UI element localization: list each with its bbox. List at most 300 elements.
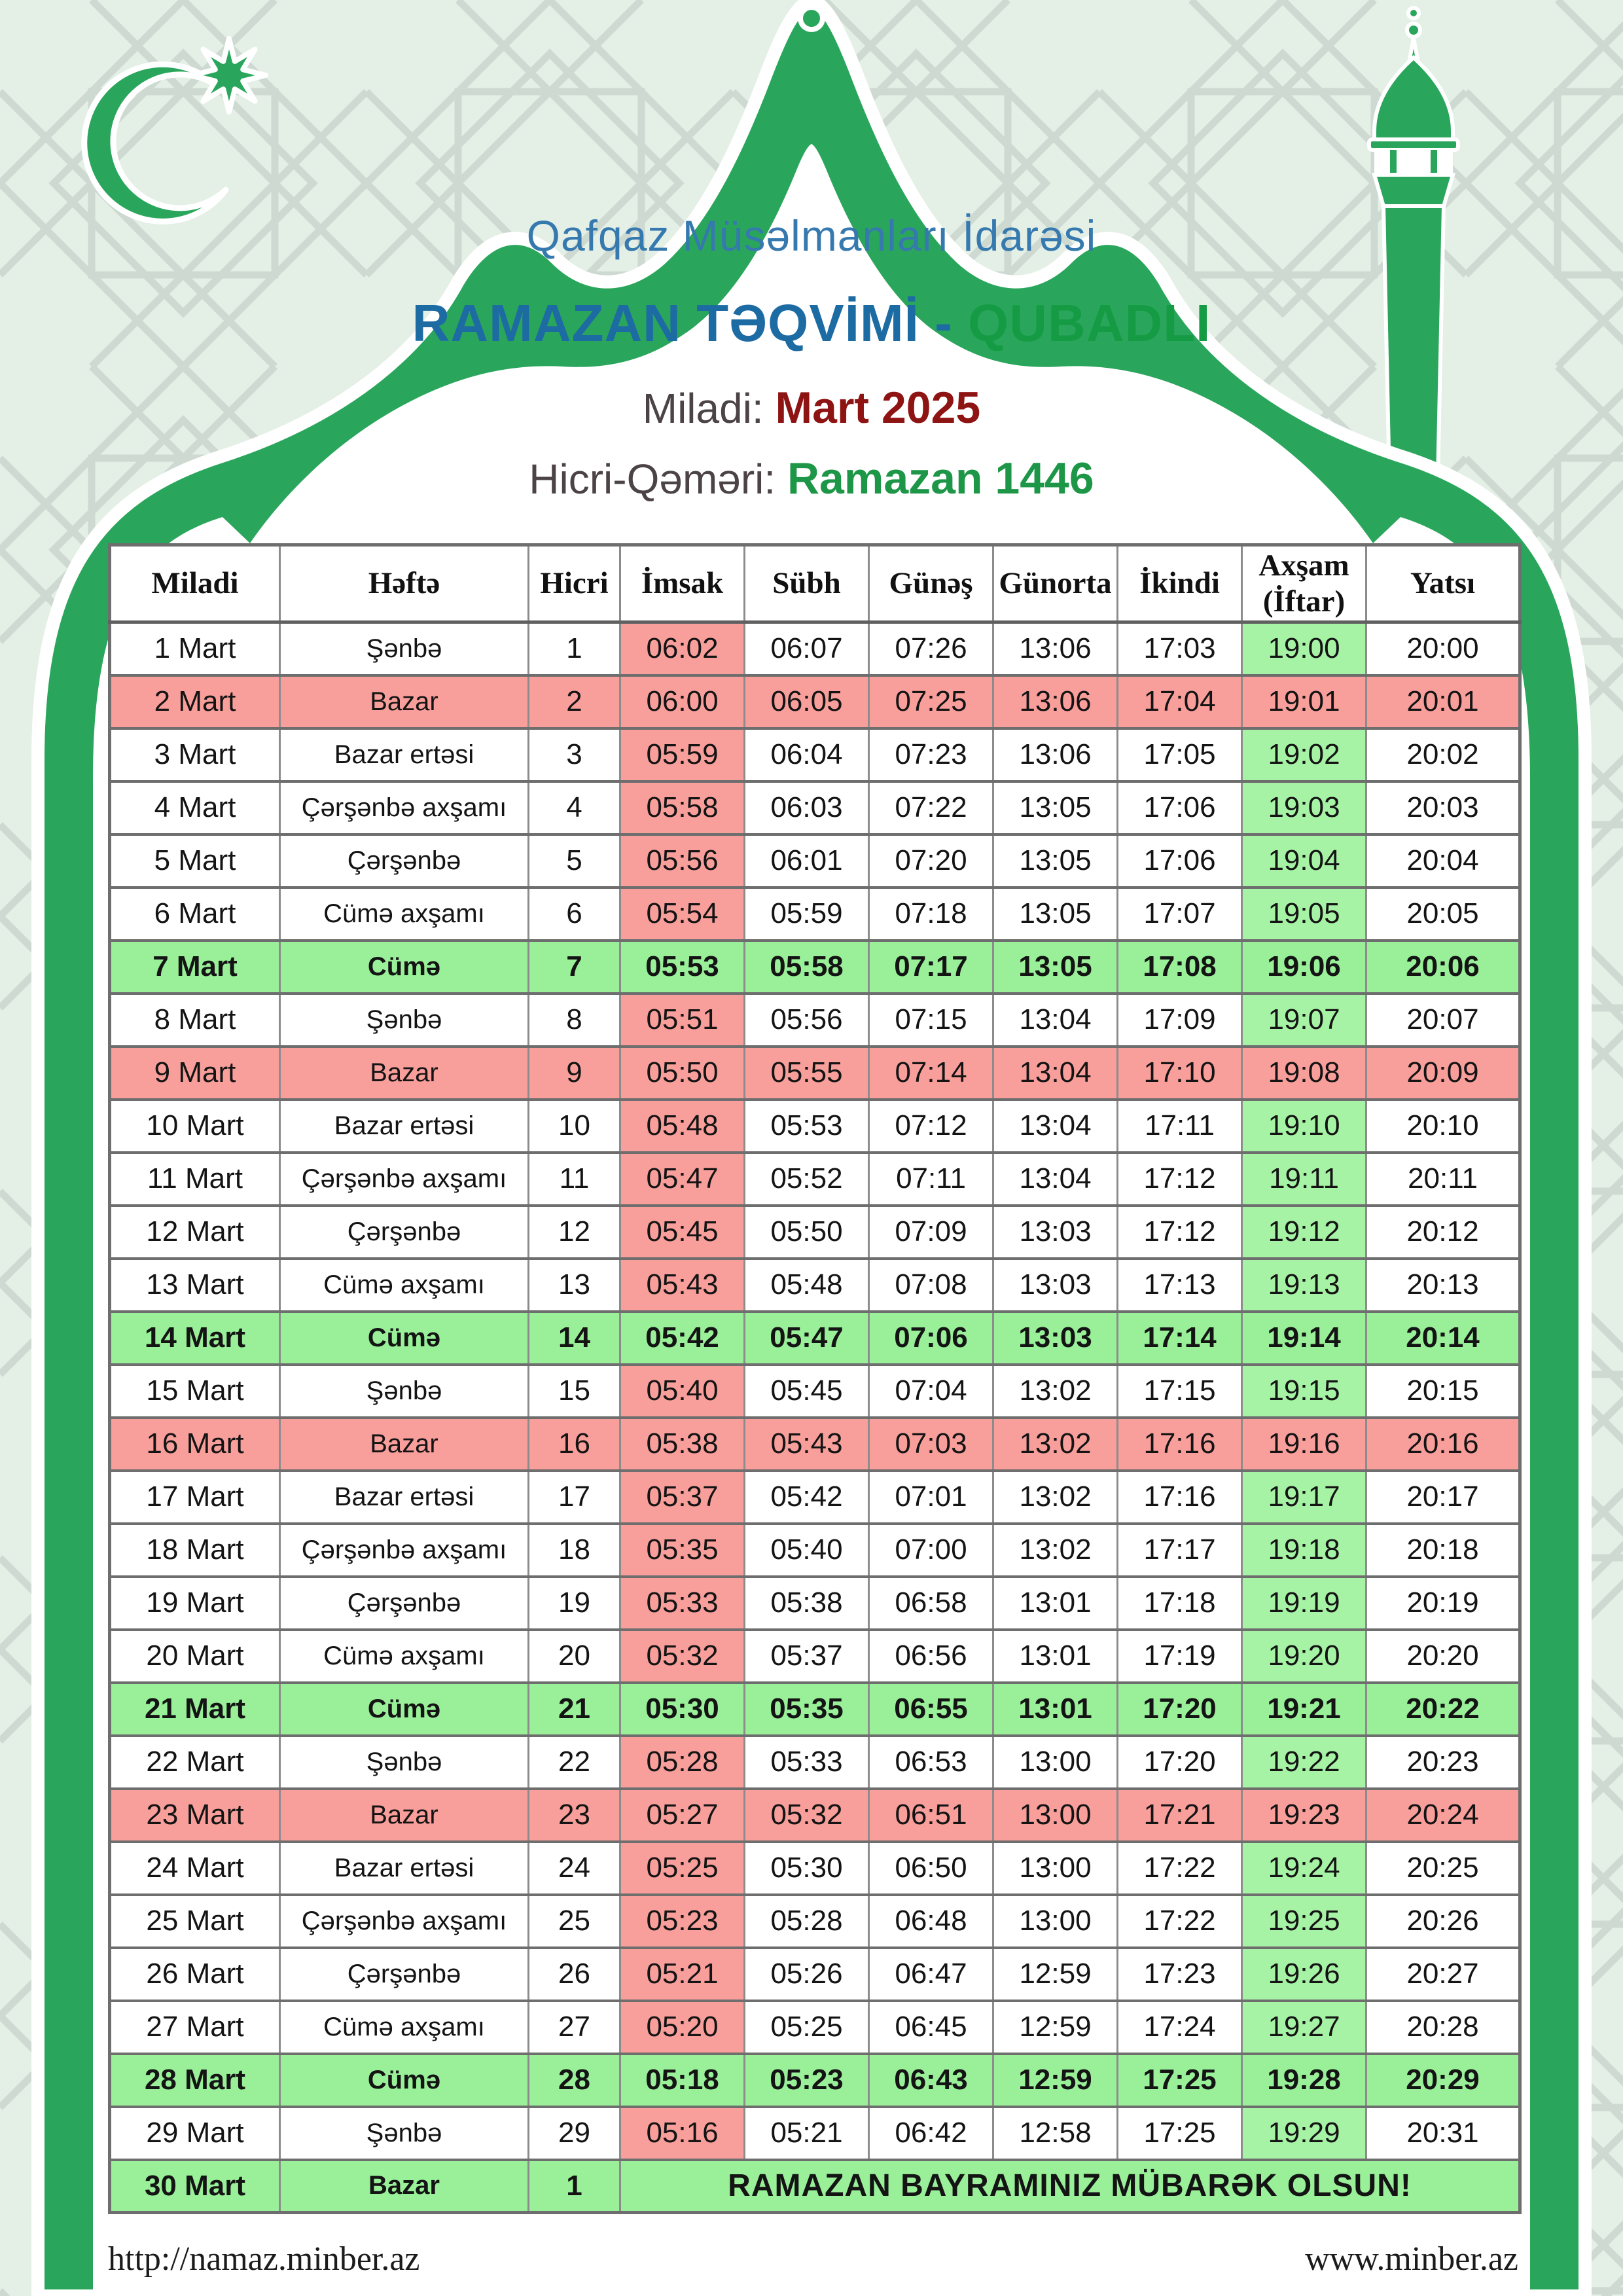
cell-aksam: 19:22 <box>1242 1736 1366 1789</box>
cell-hicri: 27 <box>529 2001 620 2054</box>
cell-gunes: 06:43 <box>869 2054 993 2107</box>
cell-yatsi: 20:15 <box>1366 1365 1520 1418</box>
table-row <box>110 1418 1520 1471</box>
cell-imsak: 05:37 <box>620 1471 745 1524</box>
cell-hicri: 22 <box>529 1736 620 1789</box>
cell-miladi: 10 Mart <box>110 1100 280 1153</box>
cell-miladi: 11 Mart <box>110 1153 280 1206</box>
table-row <box>110 888 1520 941</box>
table-row <box>110 622 1520 675</box>
cell-yatsi: 20:20 <box>1366 1630 1520 1683</box>
cell-ikindi: 17:07 <box>1118 888 1242 941</box>
cell-imsak: 05:33 <box>620 1577 745 1630</box>
cell-gunorta: 13:02 <box>993 1418 1118 1471</box>
cell-imsak: 05:40 <box>620 1365 745 1418</box>
cell-imsak: 05:25 <box>620 1842 745 1895</box>
cell-yatsi: 20:24 <box>1366 1789 1520 1842</box>
cell-yatsi: 20:29 <box>1366 2054 1520 2107</box>
cell-subh: 06:03 <box>745 781 869 834</box>
cell-subh: 05:52 <box>745 1153 869 1206</box>
cell-miladi: 15 Mart <box>110 1365 280 1418</box>
cell-hicri: 17 <box>529 1471 620 1524</box>
column-header-gunorta: Günorta <box>993 545 1118 622</box>
cell-gunorta: 12:59 <box>993 2054 1118 2107</box>
cell-imsak: 05:35 <box>620 1524 745 1577</box>
table-row <box>110 1471 1520 1524</box>
table-header <box>110 545 1520 622</box>
cell-hefte: Bazar <box>280 675 529 728</box>
cell-aksam: 19:20 <box>1242 1630 1366 1683</box>
cell-miladi: 2 Mart <box>110 675 280 728</box>
cell-ikindi: 17:13 <box>1118 1259 1242 1312</box>
cell-gunorta: 13:04 <box>993 1153 1118 1206</box>
cell-hefte: Çərşənbə <box>280 834 529 888</box>
cell-gunorta: 13:04 <box>993 1100 1118 1153</box>
cell-aksam: 19:06 <box>1242 941 1366 994</box>
cell-subh: 06:07 <box>745 622 869 675</box>
cell-gunes: 06:42 <box>869 2107 993 2160</box>
cell-subh: 05:26 <box>745 1948 869 2001</box>
cell-aksam: 19:12 <box>1242 1206 1366 1259</box>
column-header-hicri: Hicri <box>529 545 620 622</box>
cell-hefte: Şənbə <box>280 622 529 675</box>
cell-gunes: 06:45 <box>869 2001 993 2054</box>
cell-miladi: 21 Mart <box>110 1683 280 1736</box>
cell-yatsi: 20:19 <box>1366 1577 1520 1630</box>
cell-subh: 05:33 <box>745 1736 869 1789</box>
cell-subh: 06:04 <box>745 728 869 781</box>
cell-aksam: 19:08 <box>1242 1047 1366 1100</box>
cell-hicri: 2 <box>529 675 620 728</box>
cell-miladi: 6 Mart <box>110 888 280 941</box>
cell-yatsi: 20:22 <box>1366 1683 1520 1736</box>
cell-miladi: 27 Mart <box>110 2001 280 2054</box>
cell-subh: 05:50 <box>745 1206 869 1259</box>
cell-subh: 05:30 <box>745 1842 869 1895</box>
cell-miladi: 12 Mart <box>110 1206 280 1259</box>
cell-hefte: Şənbə <box>280 994 529 1047</box>
cell-subh: 05:32 <box>745 1789 869 1842</box>
cell-subh: 06:05 <box>745 675 869 728</box>
cell-ikindi: 17:14 <box>1118 1312 1242 1365</box>
cell-ikindi: 17:25 <box>1118 2054 1242 2107</box>
column-header-subh: Sübh <box>745 545 869 622</box>
cell-yatsi: 20:01 <box>1366 675 1520 728</box>
page-title-city: QUBADLI <box>967 294 1211 352</box>
cell-miladi: 30 Mart <box>110 2160 280 2213</box>
cell-gunes: 07:15 <box>869 994 993 1047</box>
cell-aksam: 19:23 <box>1242 1789 1366 1842</box>
cell-ikindi: 17:15 <box>1118 1365 1242 1418</box>
table-row <box>110 675 1520 728</box>
cell-imsak: 05:56 <box>620 834 745 888</box>
cell-yatsi: 20:26 <box>1366 1895 1520 1948</box>
cell-hicri: 9 <box>529 1047 620 1100</box>
cell-aksam: 19:00 <box>1242 622 1366 675</box>
cell-gunorta: 13:05 <box>993 781 1118 834</box>
cell-aksam: 19:05 <box>1242 888 1366 941</box>
table-row <box>110 1312 1520 1365</box>
cell-yatsi: 20:09 <box>1366 1047 1520 1100</box>
cell-miladi: 9 Mart <box>110 1047 280 1100</box>
hicri-value: Ramazan 1446 <box>787 454 1094 503</box>
cell-gunorta: 13:04 <box>993 1047 1118 1100</box>
cell-gunes: 07:18 <box>869 888 993 941</box>
cell-imsak: 05:28 <box>620 1736 745 1789</box>
cell-imsak: 05:38 <box>620 1418 745 1471</box>
cell-ikindi: 17:03 <box>1118 622 1242 675</box>
footer-link-namaz: http://namaz.minber.az <box>108 2240 420 2278</box>
cell-hicri: 5 <box>529 834 620 888</box>
cell-yatsi: 20:03 <box>1366 781 1520 834</box>
cell-miladi: 26 Mart <box>110 1948 280 2001</box>
cell-aksam: 19:17 <box>1242 1471 1366 1524</box>
cell-aksam: 19:15 <box>1242 1365 1366 1418</box>
cell-subh: 05:47 <box>745 1312 869 1365</box>
cell-imsak: 05:43 <box>620 1259 745 1312</box>
cell-ikindi: 17:17 <box>1118 1524 1242 1577</box>
cell-imsak: 05:45 <box>620 1206 745 1259</box>
cell-gunorta: 13:01 <box>993 1577 1118 1630</box>
cell-imsak: 05:23 <box>620 1895 745 1948</box>
table-row <box>110 2054 1520 2107</box>
cell-gunes: 07:25 <box>869 675 993 728</box>
cell-hefte: Bazar <box>280 2160 529 2213</box>
cell-ikindi: 17:16 <box>1118 1418 1242 1471</box>
table-row <box>110 1842 1520 1895</box>
cell-gunorta: 13:03 <box>993 1312 1118 1365</box>
cell-subh: 05:55 <box>745 1047 869 1100</box>
table-row <box>110 834 1520 888</box>
cell-gunes: 07:09 <box>869 1206 993 1259</box>
cell-subh: 05:35 <box>745 1683 869 1736</box>
miladi-value: Mart 2025 <box>775 383 981 433</box>
cell-gunes: 06:47 <box>869 1948 993 2001</box>
cell-subh: 05:28 <box>745 1895 869 1948</box>
cell-gunes: 06:56 <box>869 1630 993 1683</box>
cell-ikindi: 17:21 <box>1118 1789 1242 1842</box>
cell-gunes: 07:12 <box>869 1100 993 1153</box>
table-row <box>110 1895 1520 1948</box>
cell-hicri: 11 <box>529 1153 620 1206</box>
cell-gunes: 07:26 <box>869 622 993 675</box>
cell-hicri: 25 <box>529 1895 620 1948</box>
cell-gunorta: 13:04 <box>993 994 1118 1047</box>
cell-miladi: 25 Mart <box>110 1895 280 1948</box>
cell-yatsi: 20:12 <box>1366 1206 1520 1259</box>
cell-ikindi: 17:16 <box>1118 1471 1242 1524</box>
holiday-message: RAMAZAN BAYRAMINIZ MÜBARƏK OLSUN! <box>620 2160 1520 2213</box>
table-row <box>110 1789 1520 1842</box>
cell-gunes: 07:00 <box>869 1524 993 1577</box>
cell-aksam: 19:14 <box>1242 1312 1366 1365</box>
cell-aksam: 19:01 <box>1242 675 1366 728</box>
cell-subh: 05:59 <box>745 888 869 941</box>
cell-hefte: Çərşənbə <box>280 1206 529 1259</box>
cell-imsak: 05:30 <box>620 1683 745 1736</box>
cell-miladi: 8 Mart <box>110 994 280 1047</box>
cell-gunorta: 13:03 <box>993 1206 1118 1259</box>
cell-hefte: Bazar <box>280 1047 529 1100</box>
cell-yatsi: 20:02 <box>1366 728 1520 781</box>
cell-gunorta: 13:05 <box>993 941 1118 994</box>
table-row <box>110 1365 1520 1418</box>
cell-hicri: 7 <box>529 941 620 994</box>
cell-gunes: 07:17 <box>869 941 993 994</box>
cell-ikindi: 17:23 <box>1118 1948 1242 2001</box>
cell-aksam: 19:11 <box>1242 1153 1366 1206</box>
cell-imsak: 06:00 <box>620 675 745 728</box>
cell-hicri: 1 <box>529 622 620 675</box>
cell-subh: 05:53 <box>745 1100 869 1153</box>
column-header-hefte: Həftə <box>280 545 529 622</box>
cell-gunorta: 13:00 <box>993 1842 1118 1895</box>
cell-hicri: 20 <box>529 1630 620 1683</box>
table-row <box>110 1736 1520 1789</box>
cell-aksam: 19:29 <box>1242 2107 1366 2160</box>
table-row <box>110 1630 1520 1683</box>
cell-ikindi: 17:24 <box>1118 2001 1242 2054</box>
column-header-aksam: Axşam (İftar) <box>1242 545 1366 622</box>
cell-yatsi: 20:13 <box>1366 1259 1520 1312</box>
cell-hicri: 19 <box>529 1577 620 1630</box>
cell-gunes: 07:08 <box>869 1259 993 1312</box>
cell-gunorta: 12:58 <box>993 2107 1118 2160</box>
cell-hicri: 23 <box>529 1789 620 1842</box>
cell-imsak: 05:21 <box>620 1948 745 2001</box>
cell-hefte: Çərşənbə axşamı <box>280 1524 529 1577</box>
footer-link-minber: www.minber.az <box>1305 2240 1518 2278</box>
cell-hicri: 4 <box>529 781 620 834</box>
cell-gunorta: 13:06 <box>993 622 1118 675</box>
cell-ikindi: 17:19 <box>1118 1630 1242 1683</box>
cell-aksam: 19:24 <box>1242 1842 1366 1895</box>
cell-ikindi: 17:11 <box>1118 1100 1242 1153</box>
cell-hicri: 18 <box>529 1524 620 1577</box>
table-row <box>110 1100 1520 1153</box>
cell-imsak: 05:42 <box>620 1312 745 1365</box>
cell-ikindi: 17:22 <box>1118 1895 1242 1948</box>
cell-gunorta: 13:05 <box>993 888 1118 941</box>
table-row <box>110 1577 1520 1630</box>
column-header-ikindi: İkindi <box>1118 545 1242 622</box>
cell-subh: 05:45 <box>745 1365 869 1418</box>
cell-aksam: 19:25 <box>1242 1895 1366 1948</box>
cell-yatsi: 20:18 <box>1366 1524 1520 1577</box>
cell-ikindi: 17:12 <box>1118 1206 1242 1259</box>
cell-aksam: 19:26 <box>1242 1948 1366 2001</box>
cell-aksam: 19:03 <box>1242 781 1366 834</box>
cell-imsak: 05:51 <box>620 994 745 1047</box>
cell-subh: 05:42 <box>745 1471 869 1524</box>
cell-gunorta: 13:01 <box>993 1630 1118 1683</box>
page-title-main: RAMAZAN TƏQVİMİ - <box>412 294 968 352</box>
cell-hefte: Bazar ertəsi <box>280 1471 529 1524</box>
cell-miladi: 14 Mart <box>110 1312 280 1365</box>
cell-subh: 05:25 <box>745 2001 869 2054</box>
cell-aksam: 19:27 <box>1242 2001 1366 2054</box>
cell-hicri: 1 <box>529 2160 620 2213</box>
cell-imsak: 05:50 <box>620 1047 745 1100</box>
cell-gunes: 07:20 <box>869 834 993 888</box>
cell-hefte: Bazar ertəsi <box>280 1100 529 1153</box>
organization-title: Qafqaz Müsəlmanları İdarəsi <box>526 211 1097 260</box>
cell-hicri: 10 <box>529 1100 620 1153</box>
column-header-imsak: İmsak <box>620 545 745 622</box>
cell-imsak: 05:20 <box>620 2001 745 2054</box>
cell-gunes: 07:23 <box>869 728 993 781</box>
cell-hefte: Çərşənbə axşamı <box>280 781 529 834</box>
cell-subh: 05:40 <box>745 1524 869 1577</box>
cell-subh: 05:38 <box>745 1577 869 1630</box>
cell-hicri: 24 <box>529 1842 620 1895</box>
cell-hefte: Şənbə <box>280 2107 529 2160</box>
cell-yatsi: 20:31 <box>1366 2107 1520 2160</box>
cell-miladi: 1 Mart <box>110 622 280 675</box>
cell-yatsi: 20:16 <box>1366 1418 1520 1471</box>
table-row <box>110 2001 1520 2054</box>
cell-hicri: 29 <box>529 2107 620 2160</box>
cell-hefte: Bazar <box>280 1789 529 1842</box>
cell-ikindi: 17:06 <box>1118 834 1242 888</box>
cell-ikindi: 17:09 <box>1118 994 1242 1047</box>
cell-yatsi: 20:14 <box>1366 1312 1520 1365</box>
table-row <box>110 941 1520 994</box>
cell-hicri: 28 <box>529 2054 620 2107</box>
cell-yatsi: 20:23 <box>1366 1736 1520 1789</box>
cell-miladi: 17 Mart <box>110 1471 280 1524</box>
cell-gunes: 06:58 <box>869 1577 993 1630</box>
cell-hefte: Cümə <box>280 1312 529 1365</box>
page-title <box>0 293 1623 353</box>
cell-hefte: Çərşənbə axşamı <box>280 1153 529 1206</box>
cell-hefte: Cümə <box>280 1683 529 1736</box>
table-row <box>110 1524 1520 1577</box>
hijri-date-line <box>0 453 1623 504</box>
cell-miladi: 24 Mart <box>110 1842 280 1895</box>
cell-gunorta: 13:03 <box>993 1259 1118 1312</box>
cell-subh: 06:01 <box>745 834 869 888</box>
cell-gunorta: 13:06 <box>993 728 1118 781</box>
cell-yatsi: 20:25 <box>1366 1842 1520 1895</box>
cell-miladi: 22 Mart <box>110 1736 280 1789</box>
cell-hicri: 14 <box>529 1312 620 1365</box>
cell-aksam: 19:02 <box>1242 728 1366 781</box>
cell-aksam: 19:19 <box>1242 1577 1366 1630</box>
cell-gunes: 06:53 <box>869 1736 993 1789</box>
cell-imsak: 06:02 <box>620 622 745 675</box>
cell-gunorta: 13:01 <box>993 1683 1118 1736</box>
table-row <box>110 994 1520 1047</box>
cell-subh: 05:23 <box>745 2054 869 2107</box>
table-row <box>110 2107 1520 2160</box>
cell-yatsi: 20:05 <box>1366 888 1520 941</box>
cell-gunorta: 12:59 <box>993 2001 1118 2054</box>
cell-gunes: 07:22 <box>869 781 993 834</box>
cell-ikindi: 17:18 <box>1118 1577 1242 1630</box>
cell-gunes: 07:01 <box>869 1471 993 1524</box>
cell-miladi: 5 Mart <box>110 834 280 888</box>
cell-gunorta: 13:02 <box>993 1524 1118 1577</box>
cell-hicri: 8 <box>529 994 620 1047</box>
cell-gunes: 07:04 <box>869 1365 993 1418</box>
cell-imsak: 05:27 <box>620 1789 745 1842</box>
table-row <box>110 1948 1520 2001</box>
cell-miladi: 4 Mart <box>110 781 280 834</box>
cell-gunes: 06:50 <box>869 1842 993 1895</box>
cell-imsak: 05:18 <box>620 2054 745 2107</box>
cell-hefte: Cümə axşamı <box>280 2001 529 2054</box>
cell-aksam: 19:10 <box>1242 1100 1366 1153</box>
cell-imsak: 05:53 <box>620 941 745 994</box>
cell-subh: 05:56 <box>745 994 869 1047</box>
cell-imsak: 05:58 <box>620 781 745 834</box>
cell-gunorta: 13:06 <box>993 675 1118 728</box>
cell-yatsi: 20:27 <box>1366 1948 1520 2001</box>
cell-gunes: 06:51 <box>869 1789 993 1842</box>
cell-hefte: Cümə axşamı <box>280 1259 529 1312</box>
cell-hicri: 3 <box>529 728 620 781</box>
cell-gunes: 07:14 <box>869 1047 993 1100</box>
cell-yatsi: 20:10 <box>1366 1100 1520 1153</box>
cell-hefte: Çərşənbə axşamı <box>280 1895 529 1948</box>
cell-imsak: 05:54 <box>620 888 745 941</box>
table-row <box>110 781 1520 834</box>
column-header-yatsi: Yatsı <box>1366 545 1520 622</box>
table-body <box>110 622 1520 2213</box>
cell-ikindi: 17:20 <box>1118 1683 1242 1736</box>
cell-yatsi: 20:07 <box>1366 994 1520 1047</box>
table-row <box>110 1047 1520 1100</box>
cell-hefte: Cümə <box>280 2054 529 2107</box>
cell-hefte: Cümə <box>280 941 529 994</box>
cell-aksam: 19:13 <box>1242 1259 1366 1312</box>
table-row <box>110 2160 1520 2213</box>
cell-yatsi: 20:17 <box>1366 1471 1520 1524</box>
cell-ikindi: 17:20 <box>1118 1736 1242 1789</box>
cell-hicri: 12 <box>529 1206 620 1259</box>
cell-hicri: 21 <box>529 1683 620 1736</box>
cell-aksam: 19:16 <box>1242 1418 1366 1471</box>
cell-gunes: 07:03 <box>869 1418 993 1471</box>
cell-imsak: 05:48 <box>620 1100 745 1153</box>
cell-hicri: 13 <box>529 1259 620 1312</box>
cell-imsak: 05:16 <box>620 2107 745 2160</box>
cell-yatsi: 20:11 <box>1366 1153 1520 1206</box>
cell-miladi: 23 Mart <box>110 1789 280 1842</box>
cell-miladi: 7 Mart <box>110 941 280 994</box>
hicri-label: Hicri-Qəməri: <box>529 456 787 503</box>
cell-miladi: 28 Mart <box>110 2054 280 2107</box>
cell-hefte: Cümə axşamı <box>280 1630 529 1683</box>
cell-gunorta: 13:00 <box>993 1895 1118 1948</box>
gregorian-date-line <box>0 382 1623 433</box>
cell-yatsi: 20:06 <box>1366 941 1520 994</box>
cell-hefte: Bazar ertəsi <box>280 1842 529 1895</box>
cell-imsak: 05:47 <box>620 1153 745 1206</box>
cell-ikindi: 17:12 <box>1118 1153 1242 1206</box>
cell-miladi: 18 Mart <box>110 1524 280 1577</box>
cell-gunes: 06:48 <box>869 1895 993 1948</box>
cell-yatsi: 20:04 <box>1366 834 1520 888</box>
cell-yatsi: 20:00 <box>1366 622 1520 675</box>
cell-gunorta: 13:05 <box>993 834 1118 888</box>
cell-ikindi: 17:06 <box>1118 781 1242 834</box>
cell-gunorta: 13:00 <box>993 1736 1118 1789</box>
cell-ikindi: 17:10 <box>1118 1047 1242 1100</box>
cell-miladi: 19 Mart <box>110 1577 280 1630</box>
cell-hefte: Cümə axşamı <box>280 888 529 941</box>
